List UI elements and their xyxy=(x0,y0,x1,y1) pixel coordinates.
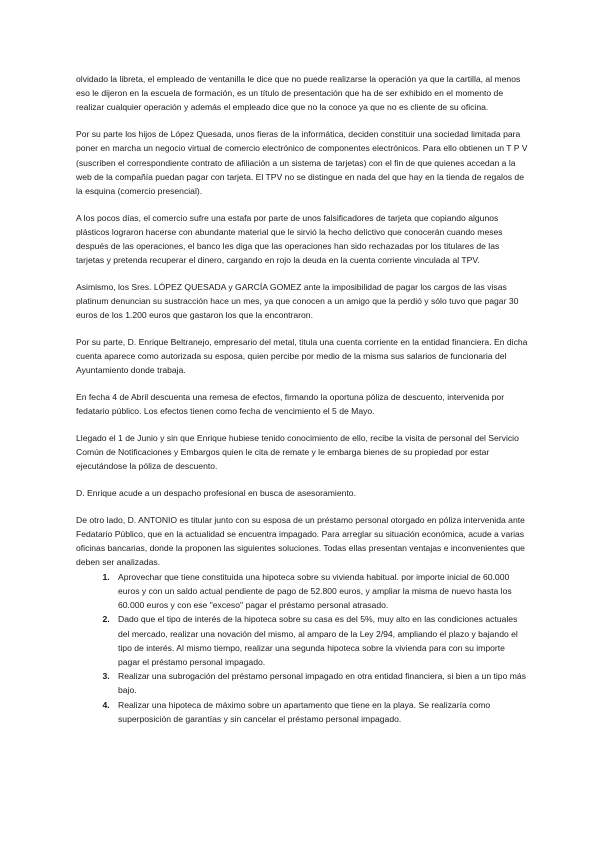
list-item: 3. Realizar una subrogación del préstamo personal impagado en otra entidad financiera, si bien a un tipo más bajo. xyxy=(112,669,528,697)
list-item: 2. Dado que el tipo de interés de la hipoteca sobre su casa es del 5%, muy alto en las condiciones actuales del mercado, realizar una novación del mismo, al amparo de la Ley 2/94, ampliando el plazo y bajando el tipo de interés. Al mismo tiempo, realizar una segunda hipoteca sobre la vivienda para con su importe pagar el préstamo personal impagado. xyxy=(112,612,528,669)
list-item: 1. Aprovechar que tiene constituida una hipoteca sobre su vivienda habitual. por importe inicial de 60.000 euros y con un saldo actual pendiente de pago de 52.800 euros, y ampliar la misma de nuevo hasta los 60.000 euros y con ese "exceso" pagar el préstamo personal atrasado. xyxy=(112,570,528,613)
paragraph-3: A los pocos días, el comercio sufre una estafa por parte de unos falsificadores de tarjeta que copiando algunos plásticos lograron hacerse con abundante material que le sirvió la hecho delictivo que conocerán cuando meses después de las operaciones, el banco les diga que las operaciones han sido rechazadas por los titulares de las tarjetas y pretenda recuperar el dinero, cargando en rojo la deuda en la cuenta corriente vinculada al TPV. xyxy=(76,212,503,266)
paragraph-7: Llegado el 1 de Junio y sin que Enrique hubiese tenido conocimiento de ello, recibe la visita de personal del Servicio Común de Notificaciones y Embargos quien le cita de remate y le embarga bienes de su propiedad por estar ejecutándose la póliza de descuento. xyxy=(76,433,519,472)
paragraph-2: Por su parte los hijos de López Quesada, unos fieras de la informática, deciden constituir una sociedad limitada para poner en marcha un negocio virtual de comercio electrónico de componentes electrónicos. Para ello obtienen un T P V (suscriben el correspondiente contrato de afiliación a un sistema de tarjetas) con el fin de que quienes accedan a la web de la compañía puedan pagar con tarjeta. El TPV no se distingue en nada del que hay en la tienda de regalos de la esquina (comercio presencial). xyxy=(76,129,528,196)
paragraph-5: Por su parte, D. Enrique Beltranejo, empresario del metal, titula una cuenta corriente en la entidad financiera. En dicha cuenta aparece como autorizada su esposa, quien percibe por medio de la misma sus salarios de funcionaria del Ayuntamiento donde trabaja. xyxy=(76,337,528,376)
paragraph-6: En fecha 4 de Abril descuenta una remesa de efectos, firmando la oportuna póliza de descuento, intervenida por fedatario público. Los efectos tienen como fecha de vencimiento el 5 de Mayo. xyxy=(76,392,505,417)
list-item: 4. Realizar una hipoteca de máximo sobre un apartamento que tiene en la playa. Se realizaría como superposición de garantías y sin cancelar el préstamo personal impagado. xyxy=(112,698,528,726)
paragraph-4: Asimismo, los Sres. LÓPEZ QUESADA y GARCÍA GOMEZ ante la imposibilidad de pagar los cargos de las visas platinum denuncian su sustracción hace un mes, ya que conocen a un amigo que la perdió y sólo tuvo que pagar 30 euros de los 1.200 euros que gastaron los que la encontraron. xyxy=(76,281,519,321)
paragraph-1: olvidado la libreta, el empleado de ventanilla le dice que no puede realizarse la operación ya que la cartilla, al menos eso le dijeron en la escuela de formación, es un título de presentación que ha de ser exhibido en el momento de realizar cualquier operación y además el empleado dice que no la conoce ya que no es cliente de su oficina. xyxy=(76,74,521,113)
document-page xyxy=(76,72,528,726)
paragraph-8: D. Enrique acude a un despacho profesional en busca de asesoramiento. xyxy=(76,488,356,499)
solutions-list xyxy=(76,570,528,726)
paragraph-9: De otro lado, D. ANTONIO es titular junto con su esposa de un préstamo personal otorgado en póliza intervenida ante Fedatario Público, que en la actualidad se encuentra impagado. Para arreglar su situación económica, acude a varias oficinas bancarias, donde la proponen las siguientes soluciones. Todas ellas presentan ventajas e inconvenientes que deben ser analizadas. xyxy=(76,514,525,568)
